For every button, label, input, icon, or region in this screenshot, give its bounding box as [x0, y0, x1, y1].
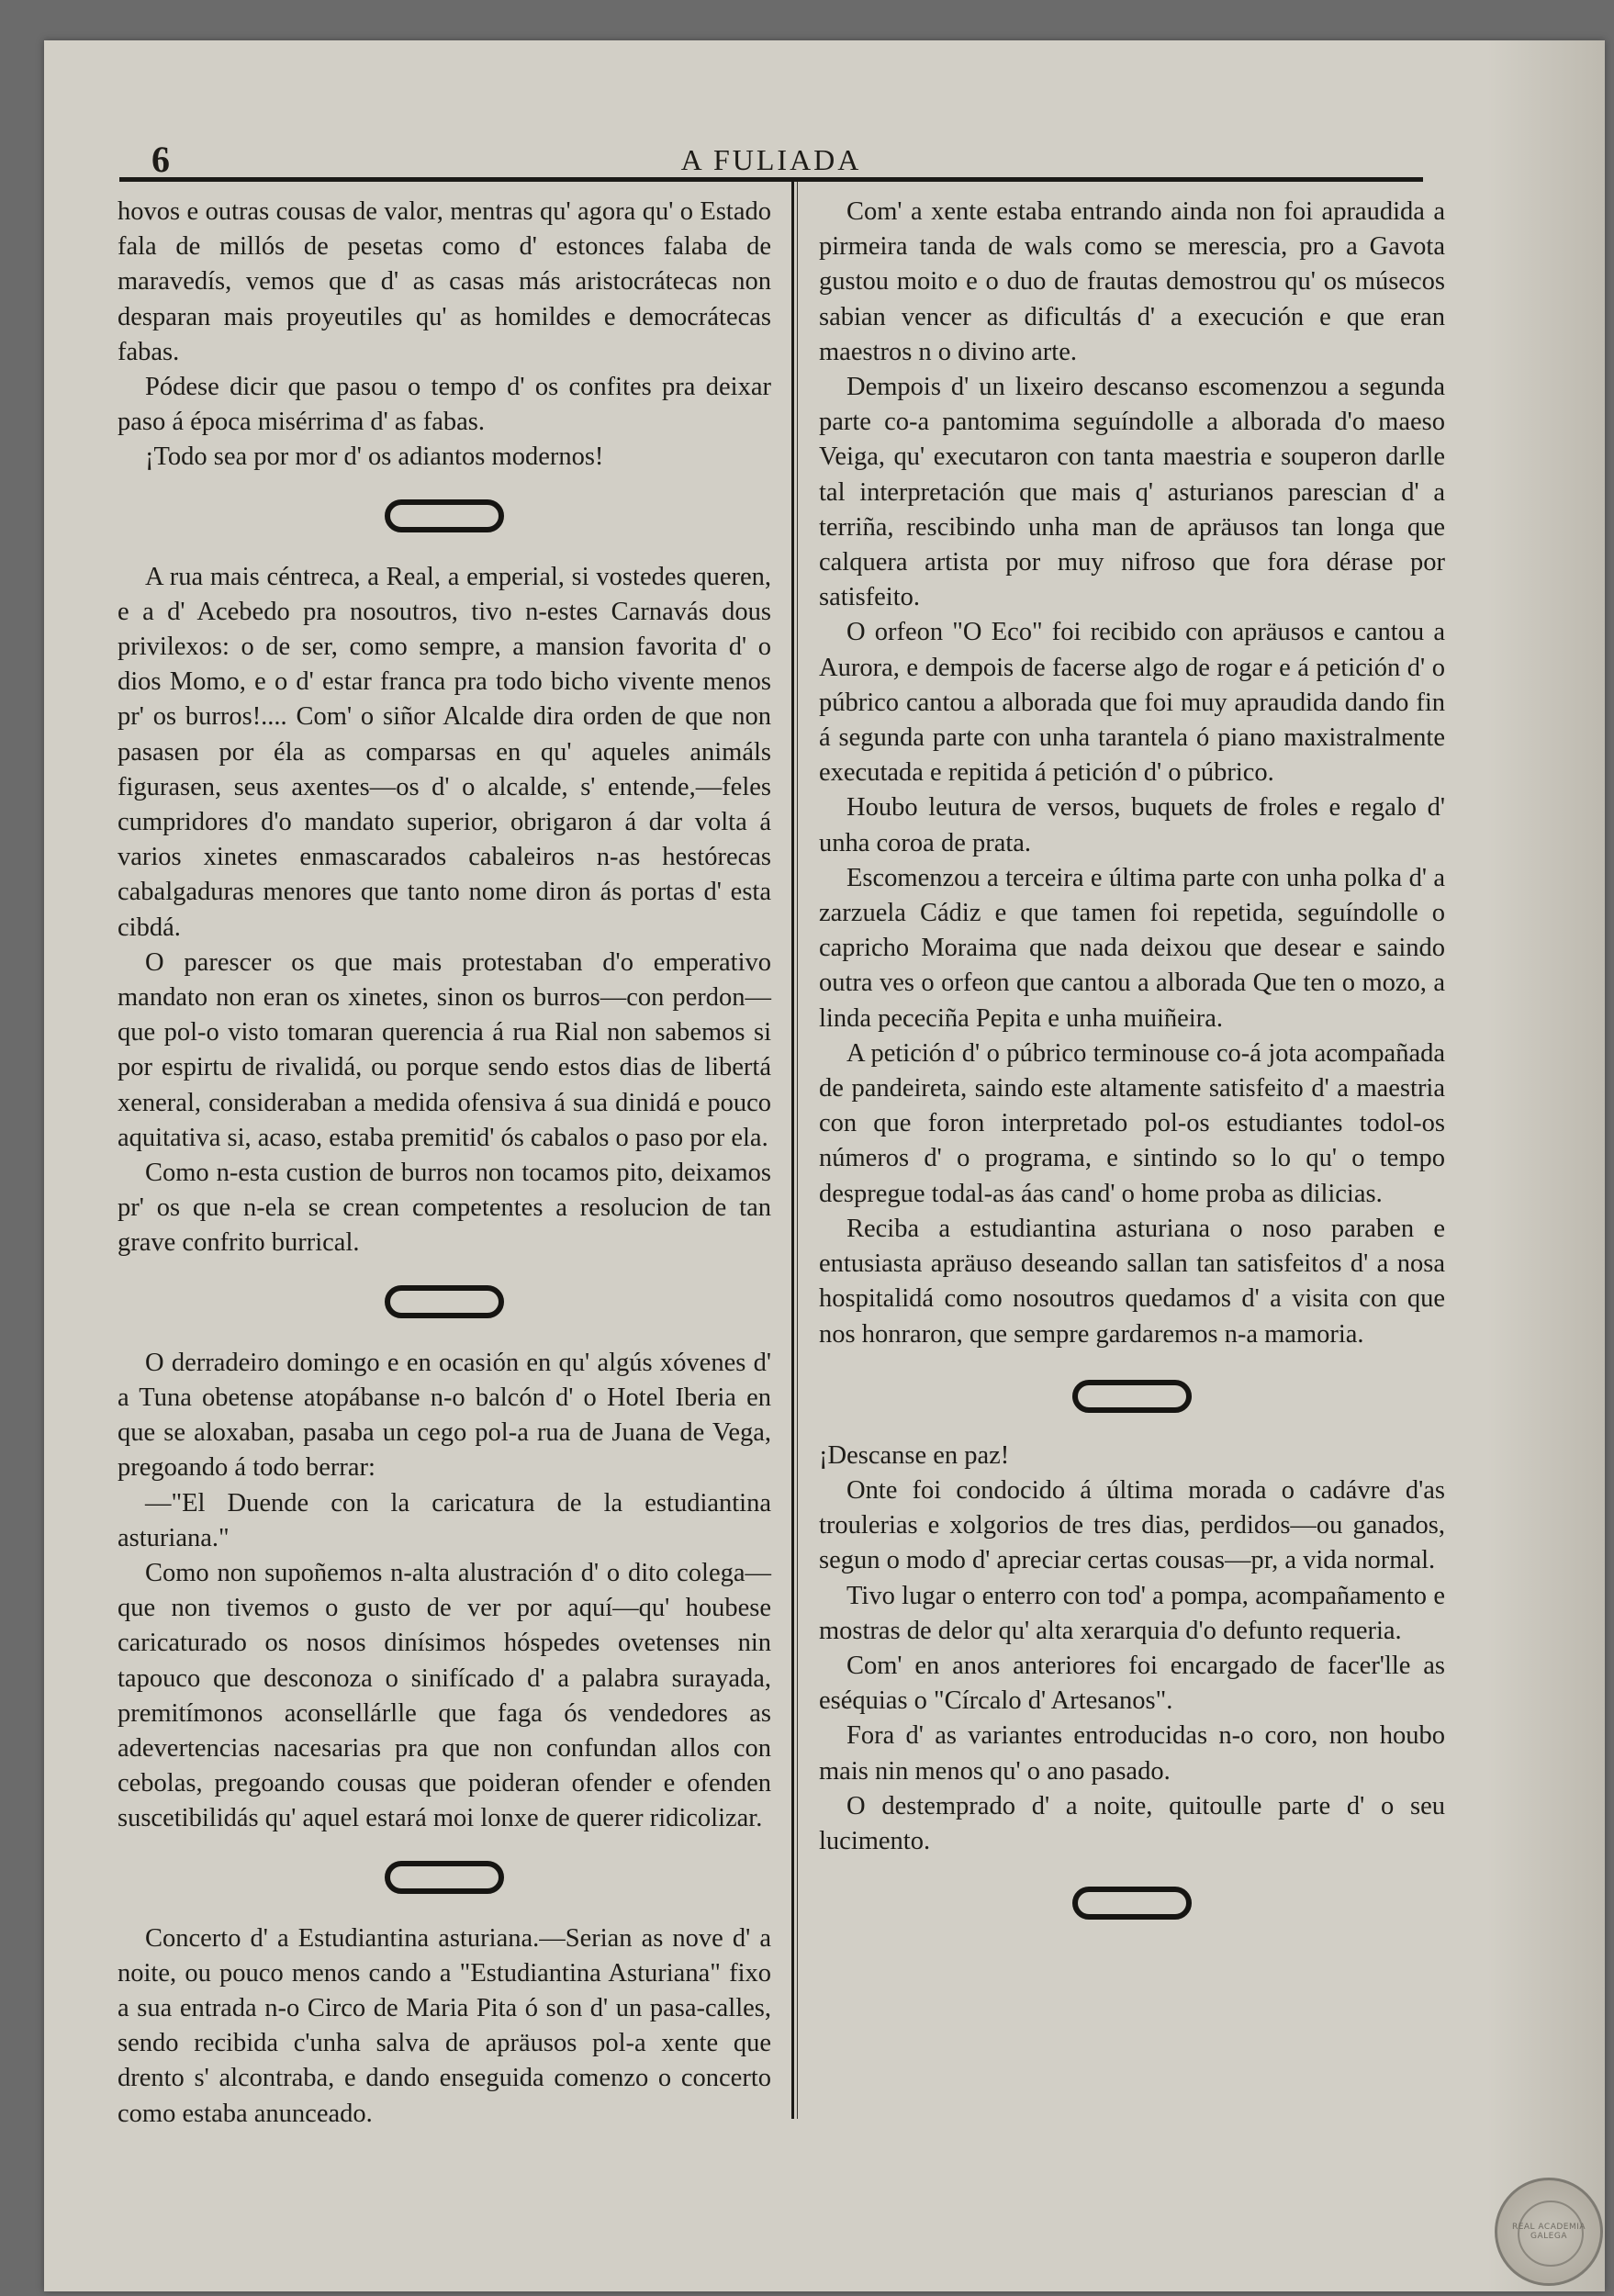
paragraph: Concerto d' a Estudiantina asturiana.—Serian as nove d' a noite, ou pouco menos cando a "Estudiantina Asturiana" fixo a sua entrada n-o Circo de Maria Pita ó son d' un pasa-calles, sendo recibida c'unha salva de apräusos pol-a xente que drento s' alcontraba, e dando enseguida comenzo o concerto como estaba anunceado.	[118, 1923, 771, 2128]
header-rule	[119, 177, 1423, 182]
paragraph: Dempois d' un lixeiro descanso escomenzou a segunda parte co-a pantomima seguíndolle a alborada d'o maeso Veiga, qu' executaron con tanta maestria e souperon darlle tal interpretación que mais q' asturianos parescian d' a terriña, rescibindo unha man de apräusos tan longa que calquera artista por muy nifroso que fora dérase por satisfeito.	[819, 373, 1445, 612]
column-rule-thin	[797, 182, 798, 2119]
paragraph: O derradeiro domingo e en ocasión en qu' algús xóvenes d' a Tuna obetense atopábanse n-o balcón d' o Hotel Iberia en que se aloxaban, pasaba un cego pol-a rua de Juana de Vega, pregoando á todo berrar:	[118, 1348, 771, 1483]
paragraph: Tivo lugar o enterro con tod' a pompa, acompañamento e mostras de delor qu' alta xerarquia d'o defunto requeria.	[819, 1581, 1445, 1645]
paragraph: O destemprado d' a noite, quitoulle parte d' o seu lucimento.	[819, 1791, 1445, 1855]
paragraph: A rua mais céntreca, a Real, a emperial, si vostedes queren, e a d' Acebedo pra nosoutros, tivo n-estes Carnavás dous privilexos: o de ser, como sempre, a mansion favorita d' o dios Momo, e o d' estar franca pra todo bicho vivente menos pr' os burros!.... Com' o siñor Alcalde dira orden de que non pasasen por éla as comparsas en qu' aqueles animáls figurasen, seus axentes—os d' o alcalde, s' entende,—feles cumpridores d'o mandato superior, obrigaron á dar volta á varios xinetes enmascarados cabaleiros n-as hestórecas cabalgaduras menores que tanto nome diron ás portas d' esta cibdá.	[118, 562, 771, 942]
paragraph: Reciba a estudiantina asturiana o noso paraben e entusiasta apräuso deseando sallan tan satisfeitos d' a nosa hospitalidá como nosoutros quedamos d' a visita con que nos honraron, que sempre gardaremos n-a mamoria.	[819, 1214, 1445, 1349]
section-ornament	[385, 1861, 504, 1894]
paragraph: Com' a xente estaba entrando ainda non foi apraudida a pirmeira tanda de wals como se merescia, pro a Gavota gustou moito e o duo de frautas demostrou qu' os músecos sabian vencer as dificultás d' a execución e que eran maestros n o divino arte.	[819, 197, 1445, 366]
section-ornament	[1072, 1887, 1192, 1920]
paragraph: O parescer os que mais protestaban d'o emperativo mandato non eran os xinetes, sinon os burros—con perdon—que pol-o visto tomaran querencia á rua Rial non sabemos si por espirtu de rivalidá, ou porque sendo estos dias de libertá xeneral, consideraban a medida ofensiva á sua dinidá e pouco aquitativa si, acaso, estaba premitid' ós cabalos o paso por ela.	[118, 947, 771, 1152]
section-ornament	[1072, 1380, 1192, 1413]
page-number: 6	[151, 139, 170, 180]
paragraph: Fora d' as variantes entroducidas n-o coro, non houbo mais nin menos qu' o ano pasado.	[819, 1721, 1445, 1786]
column-rule	[791, 182, 794, 2119]
paragraph: A petición d' o púbrico terminouse co-á jota acompañada de pandeireta, saindo este altamente satisfeito d' a maestria con que foron interpretado pol-os estudiantes todol-os números d' o programa, e sintindo so lo qu' o tempo despregue todal-as áas cand' o home proba as dilicias.	[819, 1038, 1445, 1208]
paragraph: —"El Duende con la caricatura de la estudiantina asturiana."	[118, 1488, 771, 1552]
paragraph: ¡Descanse en paz!	[819, 1440, 1010, 1470]
paragraph: Como non supoñemos n-alta alustración d' o dito colega—que non tivemos o gusto de ver por aquí—qu' houbese caricaturado os nosos dinísimos hóspedes ovetenses nin tapouco que desconoza o sinifícado d' a palabra surayada, premitímonos aconsellárlle que faga ós vendedores as adevertencias nacesarias pra que non confundan allos con cebolas, pregoando cousas que poideran ofender e ofenden suscetibilidás qu' aquel estará moi lonxe de querer ridicolizar.	[118, 1558, 771, 1833]
paragraph: Com' en anos anteriores foi encargado de facer'lle as eséquias o "Círcalo d' Artesanos".	[819, 1651, 1445, 1716]
paragraph: ¡Todo sea por mor d' os adiantos modernos!	[145, 442, 604, 472]
paragraph: Houbo leutura de versos, buquets de froles e regalo d' unha coroa de prata.	[819, 793, 1445, 857]
section-ornament	[385, 1285, 504, 1318]
paragraph: Pódese dicir que pasou o tempo d' os confites pra deixar paso á época misérrima d' as fabas.	[118, 373, 771, 437]
paragraph: Escomenzou a terceira e última parte con unha polka d' a zarzuela Cádiz e que tamen foi repetida, seguíndolle o capricho Moraima que nada deixou que desear e saindo outra ves o orfeon que cantou a alborada Que ten o mozo, a linda pececiña Pepita e unha muiñeira.	[819, 863, 1445, 1033]
page-edge-shadow	[1487, 40, 1605, 2291]
section-ornament	[385, 499, 504, 532]
paragraph: Como n-esta custion de burros non tocamos pito, deixamos pr' os que n-ela se crean competentes a resolucion de tan grave confrito burrical.	[118, 1159, 771, 1258]
library-stamp	[1495, 2178, 1603, 2286]
paragraph: O orfeon "O Eco" foi recibido con apräusos e cantou a Aurora, e dempois de facerse algo de rogar e á petición d' o púbrico cantou a alborada que foi muy apraudida dando fin á segunda parte con unha tarantela ó piano maxistralmente executada e repitida á petición d' o púbrico.	[819, 618, 1445, 788]
left-column	[118, 195, 771, 2132]
paragraph: hovos e outras cousas de valor, mentras qu' agora qu' o Estado fala de millós de pesetas como d' estonces falaba de maravedís, vemos que d' as casas más aristocrátecas non desparan mais proyeutiles qu' as homildes e democrátecas fabas.	[118, 197, 771, 366]
right-column	[819, 195, 1445, 1945]
stamp-text: REAL ACADEMIA GALEGA	[1511, 2223, 1586, 2241]
page-header	[119, 138, 1423, 178]
paragraph: Onte foi condocido á última morada o cadávre d'as troulerias e xolgorios de tres dias, perdidos—ou ganados, segun o modo d' apreciar certas cousas—pr, a vida normal.	[819, 1475, 1445, 1575]
running-title: A FULIADA	[680, 143, 862, 176]
